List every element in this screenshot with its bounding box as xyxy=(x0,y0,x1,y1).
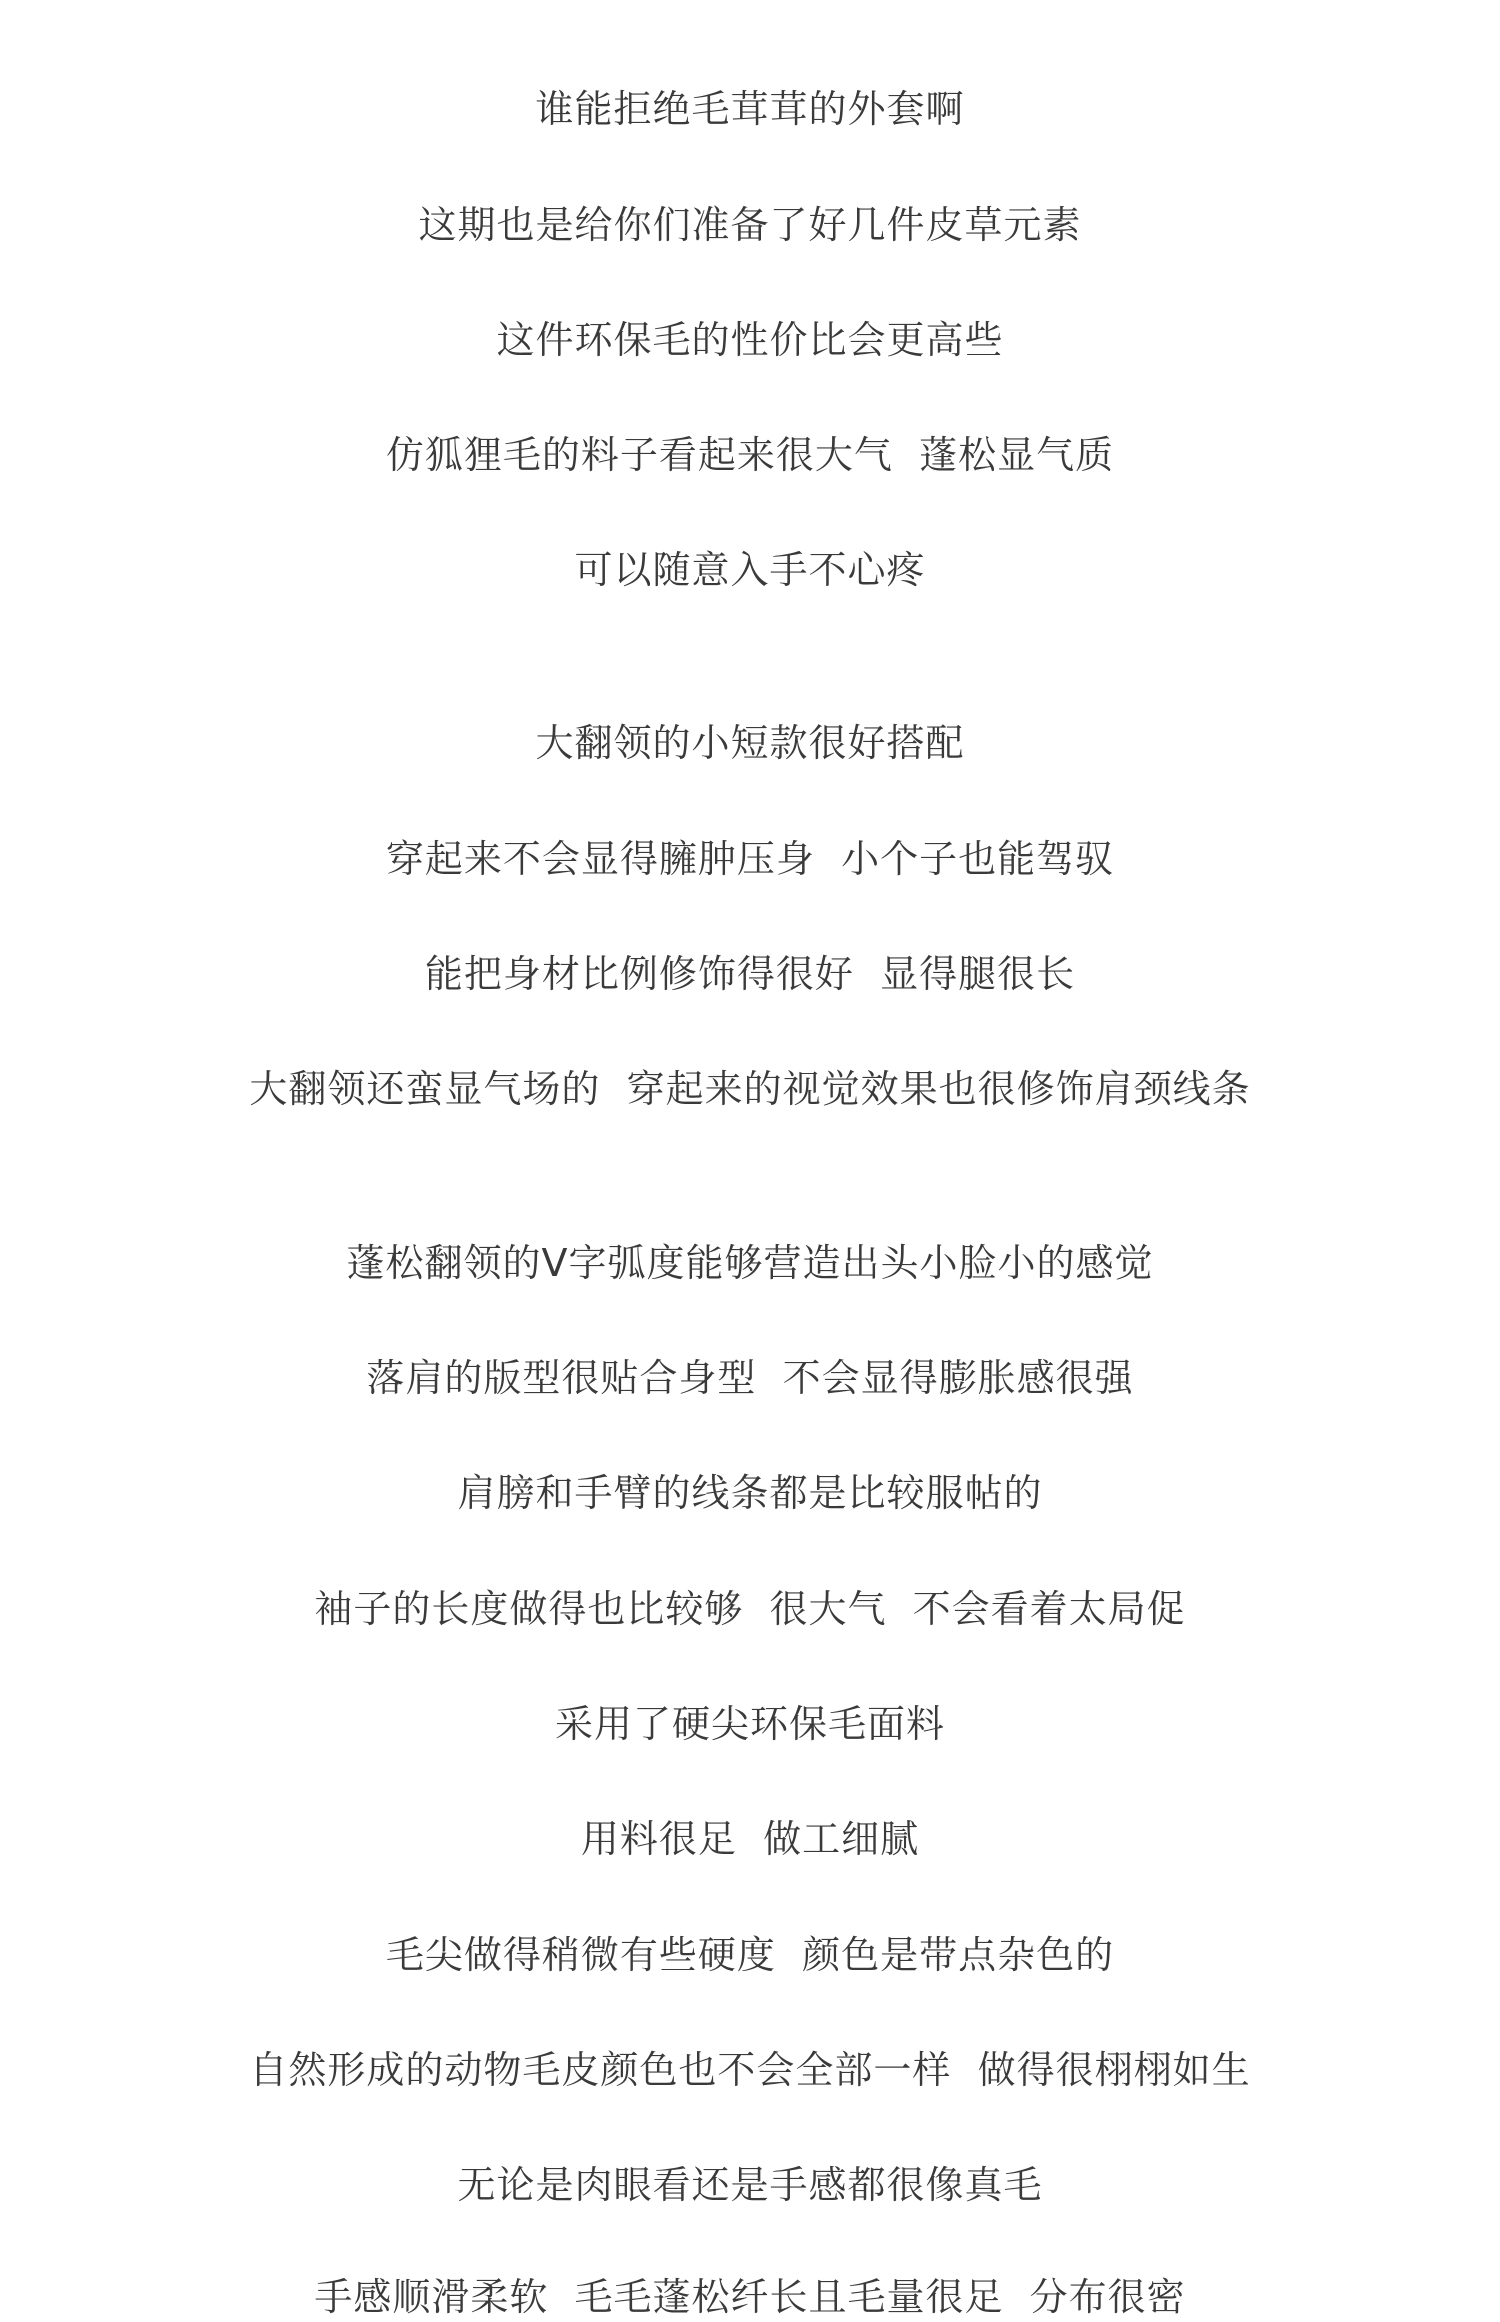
text-line: 用料很足 做工细腻 xyxy=(580,1817,920,1861)
text-line: 袖子的长度做得也比较够 很大气 不会看着太局促 xyxy=(314,1587,1186,1631)
text-line: 仿狐狸毛的料子看起来很大气 蓬松显气质 xyxy=(385,433,1115,477)
text-line: 大翻领的小短款很好搭配 xyxy=(535,721,965,765)
text-line: 落肩的版型很贴合身型 不会显得膨胀感很强 xyxy=(366,1356,1134,1400)
text-line: 穿起来不会显得臃肿压身 小个子也能驾驭 xyxy=(385,837,1115,881)
text-line: 蓬松翻领的V字弧度能够营造出头小脸小的感觉 xyxy=(346,1241,1154,1285)
text-line: 谁能拒绝毛茸茸的外套啊 xyxy=(535,87,965,131)
text-line: 可以随意入手不心疼 xyxy=(574,548,926,592)
text-line: 肩膀和手臂的线条都是比较服帖的 xyxy=(457,1471,1043,1515)
text-line: 毛尖做得稍微有些硬度 颜色是带点杂色的 xyxy=(385,1933,1115,1977)
text-line: 这期也是给你们准备了好几件皮草元素 xyxy=(418,203,1082,247)
text-line: 采用了硬尖环保毛面料 xyxy=(554,1702,945,1746)
text-line: 自然形成的动物毛皮颜色也不会全部一样 做得很栩栩如生 xyxy=(249,2048,1251,2092)
text-line: 手感顺滑柔软 毛毛蓬松纤长且毛量很足 分布很密 xyxy=(314,2275,1186,2319)
text-line: 无论是肉眼看还是手感都很像真毛 xyxy=(457,2163,1043,2207)
text-line: 这件环保毛的性价比会更高些 xyxy=(496,318,1004,362)
text-line: 能把身材比例修饰得很好 显得腿很长 xyxy=(424,952,1076,996)
text-line: 大翻领还蛮显气场的 穿起来的视觉效果也很修饰肩颈线条 xyxy=(249,1067,1251,1111)
